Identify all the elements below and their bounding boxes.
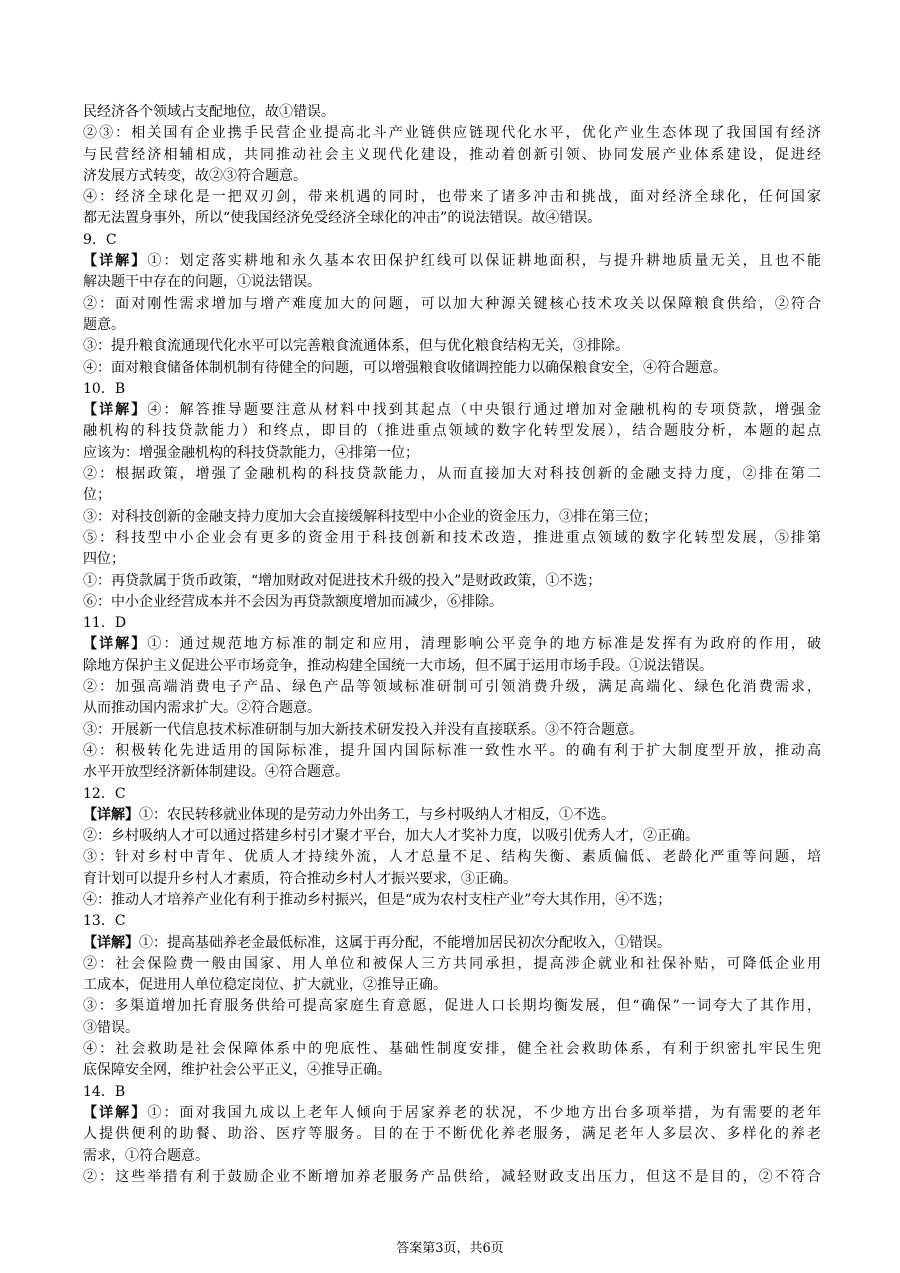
line-text: ①：提高基础养老金最低标准，这属于再分配，不能增加居民初次分配收入，①错误。 [139,934,671,951]
line-text: 水平开放型经济新体制建设。④符合题意。 [83,764,349,781]
line-text: 需求，①符合题意。 [83,1147,209,1164]
text-line [83,208,821,229]
detail-label: 【详解】 [83,1104,148,1121]
line-text: ②：加强高端消费电子产品、绿色产品等领域标准研制可引领消费升级，满足高端化、绿色化消费需求， [83,679,821,696]
line-text: 9．C [83,231,117,248]
line-text: ④：积极转化先进适用的国际标准，提升国内国际标准一致性水平。的确有利于扩大制度型开放，推动高 [83,742,821,759]
text-line [83,805,821,826]
line-text: 育计划可以提升乡村人才素质，符合推动乡村人才振兴要求，③正确。 [83,870,517,887]
line-text: 14．B [83,1083,126,1100]
text-line [83,421,821,442]
line-text: ②：社会保险费一般由国家、用人单位和被保人三方共同承担，提高涉企就业和社保补贴，可降低企业用 [83,955,821,972]
line-text: ②：这些举措有利于鼓励企业不断增加养老服务产品供给，减轻财政支出压力，但这不是目的，②不符合 [83,1168,821,1185]
line-text: ④：经济全球化是一把双刃剑，带来机遇的同时，也带来了诸多冲击和挑战，面对经济全球化，任何国家 [83,189,821,206]
line-text: ③：对科技创新的金融支持力度加大会直接缓解科技型中小企业的资金压力，③排在第三位； [83,508,657,525]
detail-label: 【详解】 [83,636,148,653]
line-text: 11．D [83,615,127,632]
text-line [83,1039,821,1060]
detail-label: 【详解】 [83,402,148,419]
detail-label: 【详解】 [83,253,148,270]
line-text: 题意。 [83,316,125,333]
line-text: ③：提升粮食流通现代化水平可以完善粮食流通体系，但与优化粮食结构无关，③排除。 [83,338,629,355]
text-line [83,975,821,996]
line-text: 位； [83,487,111,504]
line-text: ①：划定落实耕地和永久基本农田保护红线可以保证耕地面积，与提升耕地质量无关，且也不能 [147,253,821,270]
text-line [83,571,821,592]
line-text: ②：根据政策，增强了金融机构的科技贷款能力，从而直接加大对科技创新的金融支持力度，②排在第二 [83,466,821,483]
text-line [83,1124,821,1145]
detail-label: 【详解】 [83,934,139,951]
line-text: 应该为：增强金融机构的科技贷款能力，④排第一位； [83,444,419,461]
text-line [83,230,821,251]
text-line [83,1082,821,1103]
text-line [83,1018,821,1039]
detail-label: 【详解】 [83,806,139,823]
line-text: 从而推动国内需求扩大。②符合题意。 [83,700,321,717]
line-text: ④：解答推导题要注意从材料中找到其起点（中央银行通过增加对金融机构的专项贷款，增强金 [147,402,821,419]
text-line [83,954,821,975]
line-text: ④：社会救助是社会保障体系中的兜底性、基础性制度安排，健全社会救助体系，有利于织密扎牢民生兜 [83,1041,821,1058]
line-text: 解决题干中存在的问题，①说法错误。 [83,274,321,291]
text-line [83,1103,821,1124]
text-line [83,869,821,890]
text-line [83,720,821,741]
text-line [83,507,821,528]
line-text: 人提供便利的助餐、助浴、医疗等服务。目的在于不断优化养老服务，满足老年人多层次、多样化的养老 [83,1126,821,1143]
line-text: ①：再贷款属于货币政策，“增加财政对促进技术升级的投入”是财政政策，①不选； [83,572,602,589]
text-line [83,123,821,144]
text-line [83,698,821,719]
line-text: ②③：相关国有企业携手民营企业提高北斗产业链供应链现代化水平，优化产业生态体现了我国国有经济 [83,125,821,142]
text-line [83,187,821,208]
text-line [83,528,821,549]
text-line [83,1146,821,1167]
line-text: 四位； [83,551,125,568]
line-text: ①：面对我国九成以上老年人倾向于居家养老的状况，不少地方出台多项举措，为有需要的老年 [147,1104,821,1121]
line-text: ⑤：科技型中小企业会有更多的资金用于科技创新和技术改造，推进重点领域的数字化转型发展，⑤排第 [83,529,821,546]
text-line [83,677,821,698]
answer-content [83,102,821,1188]
text-line [83,613,821,634]
line-text: ③：开展新一代信息技术标准研制与加大新技术研发投入并没有直接联系。③不符合题意。 [83,721,643,738]
line-text: ②：乡村吸纳人才可以通过搭建乡村引才聚才平台，加大人才奖补力度，以吸引优秀人才，②正确。 [83,828,699,845]
line-text: 10．B [83,380,126,397]
text-line [83,592,821,613]
text-line [83,485,821,506]
text-line [83,996,821,1017]
text-line [83,933,821,954]
page-footer: 答案第3页，共6页 [396,1241,504,1256]
text-line [83,762,821,783]
text-line [83,549,821,570]
line-text: ②：面对刚性需求增加与增产难度加大的问题，可以加大种源关键核心技术攻关以保障粮食供给，②符合 [83,295,821,312]
text-line [83,443,821,464]
text-line [83,847,821,868]
line-text: ③：针对乡村中青年、优质人才持续外流，人才总量不足、结构失衡、素质偏低、老龄化严重等问题，培 [83,849,821,866]
line-text: ⑥：中小企业经营成本并不会因为再贷款额度增加而减少，⑥排除。 [83,593,503,610]
line-text: ③错误。 [83,1019,139,1036]
text-line [83,251,821,272]
text-line [83,145,821,166]
line-text: 济发展方式转变，故②③符合题意。 [83,167,307,184]
line-text: 都无法置身事外，所以“使我国经济免受经济全球化的冲击”的说法错误。故④错误。 [83,210,602,227]
text-line [83,464,821,485]
text-line [83,741,821,762]
text-line [83,166,821,187]
text-line [83,102,821,123]
line-text: ④：面对粮食储备体制机制有待健全的问题，可以增强粮食收储调控能力以确保粮食安全，④符合题意。 [83,359,727,376]
line-text: 融机构的科技贷款能力）和终点，即目的（推进重点领域的数字化转型发展），结合题肢分析，本题的起点 [83,423,821,440]
line-text: 底保障安全网，维护社会公平正义，④推导正确。 [83,1062,391,1079]
text-line [83,911,821,932]
text-line [83,1167,821,1188]
text-line [83,315,821,336]
text-line [83,656,821,677]
text-line [83,826,821,847]
line-text: ①：通过规范地方标准的制定和应用，清理影响公平竞争的地方标准是发挥有为政府的作用，破 [147,636,821,653]
text-line [83,294,821,315]
text-line [83,272,821,293]
text-line [83,336,821,357]
text-line [83,784,821,805]
line-text: ③：多渠道增加托育服务供给可提高家庭生育意愿，促进人口长期均衡发展，但“确保”一词夸大了其作用， [83,998,821,1015]
line-text: 工成本，促进用人单位稳定岗位、扩大就业，②推导正确。 [83,977,447,994]
text-line [83,400,821,421]
text-line [83,634,821,655]
line-text: 13．C [83,913,126,930]
line-text: 民经济各个领域占支配地位，故①错误。 [83,104,335,120]
text-line [83,890,821,911]
line-text: 除地方保护主义促进公平市场竞争，推动构建全国统一大市场，但不属于运用市场手段。①说法错误。 [83,657,713,674]
text-line [83,1060,821,1081]
text-line [83,379,821,400]
line-text: 与民营经济相辅相成，共同推动社会主义现代化建设，推动着创新引领、协同发展产业体系建设，促进经 [83,146,821,163]
line-text: ④：推动人才培养产业化有利于推动乡村振兴，但是“成为农村支柱产业”夸大其作用，④不选； [83,891,672,908]
line-text: 12．C [83,785,126,802]
text-line [83,358,821,379]
line-text: ①：农民转移就业体现的是劳动力外出务工，与乡村吸纳人才相反，①不选。 [139,806,615,823]
